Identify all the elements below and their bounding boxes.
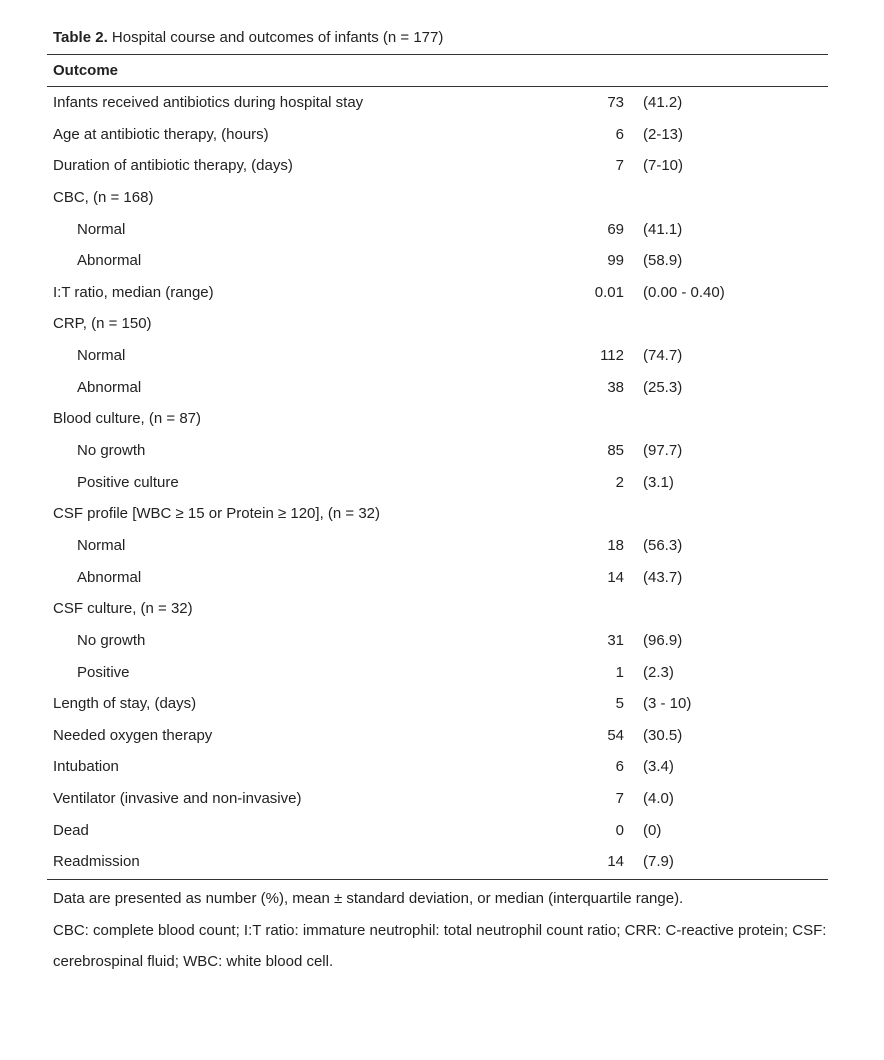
row-percent: (41.2) [643,94,683,111]
row-percent: (2-13) [643,125,684,143]
table-row [0,277,884,309]
row-label: Blood culture, (n = 87) [53,410,202,428]
row-count: 1 [615,663,624,681]
table-row [0,593,884,625]
row-label: CSF culture, (n = 32) [53,600,193,618]
row-percent: (58.9) [643,252,683,270]
row-percent: (30.5) [643,726,683,744]
row-percent: (43.7) [643,568,683,586]
row-label: Ventilator (invasive and non-invasive) [53,790,302,808]
row-label: CSF profile [WBC ≥ 15 or Protein ≥ 120], (n = 32) [53,505,381,523]
table-row [0,182,884,214]
row-percent: (2.3) [643,663,674,681]
row-percent: (96.9) [643,631,683,649]
row-label: Intubation [53,758,119,776]
row-count: 5 [615,695,624,713]
table-row [0,815,884,847]
row-count: 6 [615,125,624,143]
row-percent: (3.1) [643,473,674,491]
row-label: Abnormal [77,568,142,586]
row-count: 6 [615,758,624,776]
table-row [0,467,884,499]
footnote: CBC: complete blood count; I:T ratio: immature neutrophil: total neutrophil count ratio; CRR: C-reactive protein; CSF: cerebrospinal fluid; WBC: white blood cell. [53,921,827,970]
table-row [0,498,884,530]
table-caption-label: Table 2. [53,29,108,46]
row-label: No growth [77,631,146,649]
row-count: 2 [615,473,624,491]
row-count: 14 [607,853,624,871]
footnote: Data are presented as number (%), mean ± standard deviation, or median (interquartile range). [53,890,684,907]
row-label: Age at antibiotic therapy, (hours) [53,125,269,143]
row-label: Infants received antibiotics during hospital stay [53,94,364,111]
row-label: CBC, (n = 168) [53,188,154,206]
row-percent: (56.3) [643,536,683,554]
column-header-outcome: Outcome [53,62,119,79]
row-percent: (25.3) [643,378,683,396]
table-row [0,340,884,372]
table-row [0,308,884,340]
row-count: 73 [607,94,624,111]
table-row [0,119,884,151]
table-row [0,214,884,246]
table-caption [53,28,443,48]
table-footnotes [53,883,833,978]
row-count: 0 [615,821,624,839]
top-rule [47,54,828,55]
row-label: Abnormal [77,378,142,396]
row-label: Dead [53,821,89,839]
row-percent: (7.9) [643,853,674,871]
row-label: CRP, (n = 150) [53,315,152,333]
row-percent: (3.4) [643,758,674,776]
row-label: Length of stay, (days) [53,695,197,713]
table-body [0,87,884,878]
row-percent: (41.1) [643,220,683,238]
table-row [0,150,884,182]
bottom-rule [47,879,828,880]
table-row [0,846,884,878]
row-count: 14 [607,568,624,586]
row-count: 54 [607,726,624,744]
row-label: Duration of antibiotic therapy, (days) [53,157,293,175]
row-percent: (4.0) [643,790,674,808]
row-label: Needed oxygen therapy [53,726,213,744]
row-label: No growth [77,442,146,460]
table-row [0,657,884,689]
row-label: Normal [77,347,126,365]
row-label: Positive [77,663,130,681]
row-percent: (7-10) [643,157,684,175]
row-label: Normal [77,220,126,238]
table-row [0,435,884,467]
row-percent: (0) [643,821,662,839]
table-row [0,562,884,594]
row-count: 99 [607,252,624,270]
table-row [0,372,884,404]
row-label: Positive culture [77,473,179,491]
row-label: Abnormal [77,252,142,270]
row-count: 7 [615,157,624,175]
table-row [0,530,884,562]
table-row [0,688,884,720]
table-row [0,403,884,435]
row-count: 112 [600,347,624,365]
row-count: 85 [607,442,624,460]
table-row [0,87,884,119]
row-percent: (74.7) [643,347,683,365]
table-row [0,245,884,277]
row-percent: (3 - 10) [643,695,692,713]
table-row [0,751,884,783]
row-count: 38 [607,378,624,396]
row-count: 31 [607,631,624,649]
table-caption-text: Hospital course and outcomes of infants (n = 177) [111,29,444,46]
row-label: Normal [77,536,126,554]
row-percent: (97.7) [643,442,683,460]
table-row [0,783,884,815]
row-count: 7 [615,790,624,808]
row-count: 18 [607,536,624,554]
row-count: 0.01 [594,283,624,301]
row-percent: (0.00 - 0.40) [643,283,725,301]
row-label: I:T ratio, median (range) [53,283,214,301]
row-label: Readmission [53,853,140,871]
table-row [0,625,884,657]
table-row [0,720,884,752]
row-count: 69 [607,220,624,238]
